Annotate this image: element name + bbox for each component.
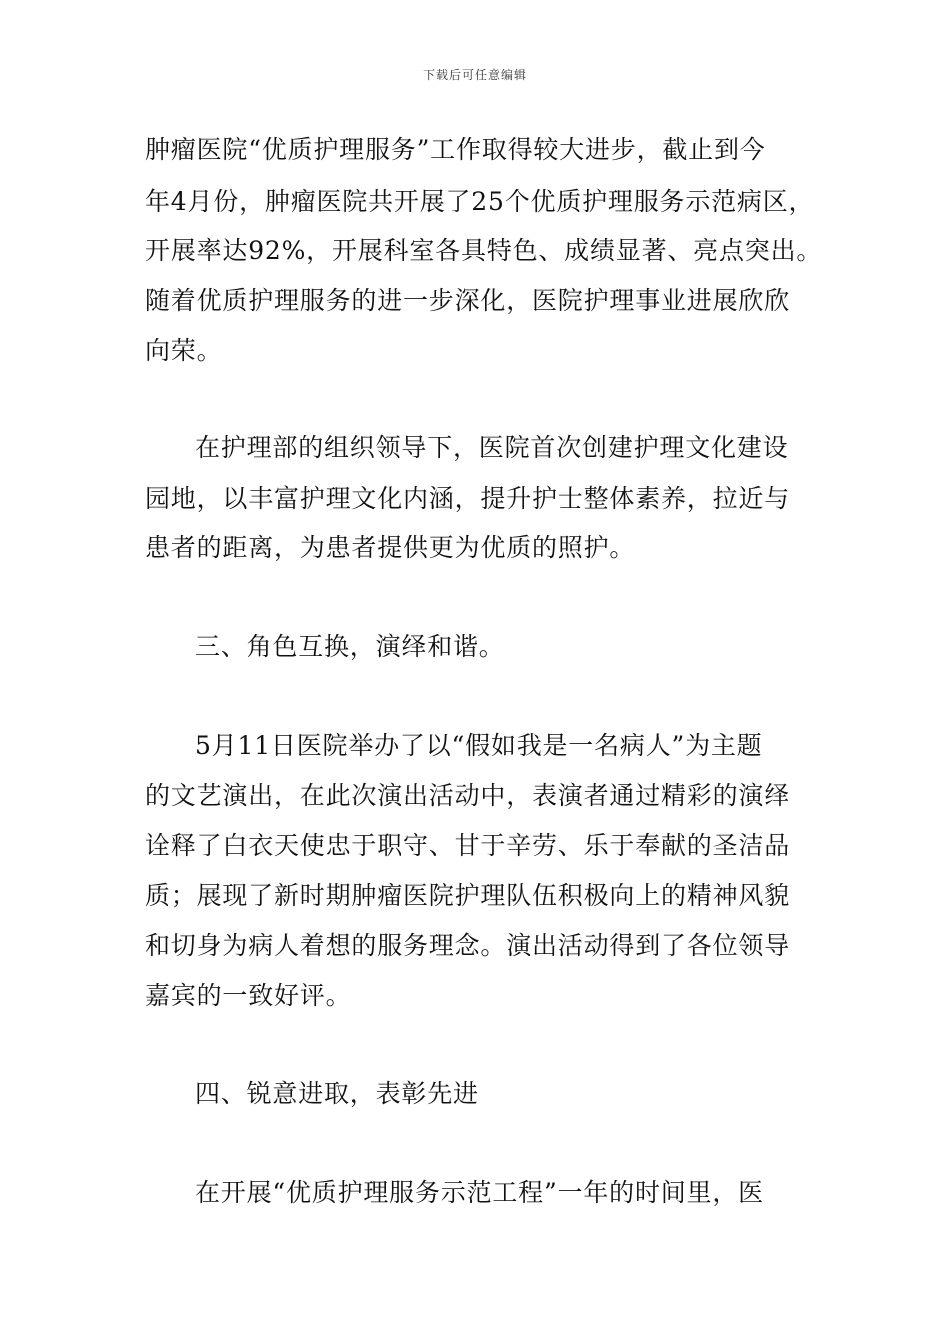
- paragraph-3-line-4: 质；展现了新时期肿瘤医院护理队伍积极向上的精神风貌: [145, 881, 791, 910]
- paragraph-2-line-1: 在护理部的组织领导下，医院首次创建护理文化建设: [195, 433, 789, 462]
- paragraph-3-line-5: 和切身为病人着想的服务理念。演出活动得到了各位领导: [145, 931, 791, 960]
- section-heading-3: 三、角色互换，演绎和谐。: [195, 632, 505, 661]
- paragraph-2-line-2: 园地，以丰富护理文化内涵，提升护士整体素养，拉近与: [145, 484, 791, 513]
- paragraph-1-line-1: 肿瘤医院“优质护理服务”工作取得较大进步，截止到今: [145, 135, 766, 164]
- page-header: 下载后可任意编辑: [422, 68, 527, 82]
- paragraph-1-line-5: 向荣。: [145, 336, 223, 365]
- paragraph-3-line-3: 诠释了白衣天使忠于职守、甘于辛劳、乐于奉献的圣洁品: [145, 831, 791, 860]
- section-heading-4: 四、锐意进取，表彰先进: [195, 1079, 479, 1108]
- paragraph-1-line-3: 开展率达92%，开展科室各具特色、成绩显著、亮点突出。: [145, 236, 823, 265]
- paragraph-4-line-1: 在开展“优质护理服务示范工程”一年的时间里，医: [195, 1178, 764, 1207]
- paragraph-3-line-2: 的文艺演出，在此次演出活动中，表演者通过精彩的演绎: [145, 781, 791, 810]
- paragraph-3-line-6: 嘉宾的一致好评。: [145, 981, 352, 1010]
- paragraph-1-line-2: 年4月份，肿瘤医院共开展了25个优质护理服务示范病区，: [145, 187, 815, 216]
- paragraph-1-line-4: 随着优质护理服务的进一步深化，医院护理事业进展欣欣: [145, 286, 791, 315]
- paragraph-2-line-3: 患者的距离，为患者提供更为优质的照护。: [145, 533, 636, 562]
- paragraph-3-line-1: 5月11日医院举办了以“假如我是一名病人”为主题: [195, 731, 763, 760]
